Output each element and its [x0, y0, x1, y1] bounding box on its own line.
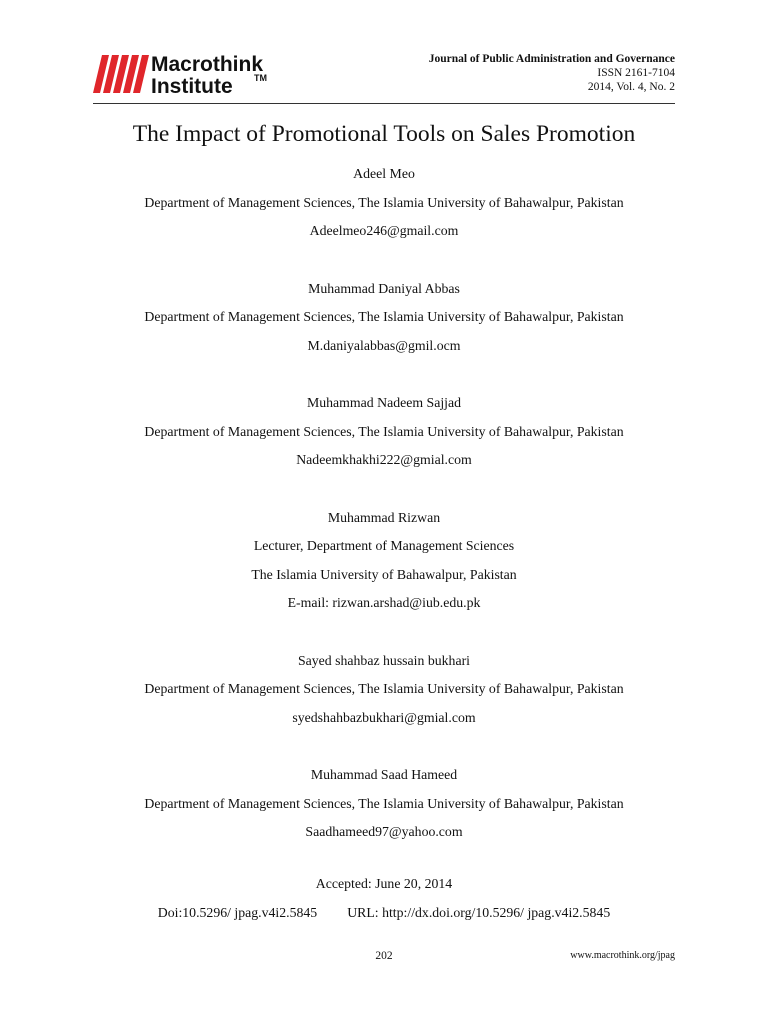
author-name: Adeel Meo: [353, 166, 415, 181]
logo-line2: Institute: [151, 75, 233, 98]
journal-name: Journal of Public Administration and Governance: [428, 53, 675, 65]
author-block: [0, 761, 768, 847]
website-link[interactable]: www.macrothink.org/jpag: [570, 950, 675, 961]
journal-issn: ISSN 2161-7104: [597, 67, 675, 79]
page-number: 202: [375, 950, 393, 962]
author-email[interactable]: Nadeemkhakhi222@gmial.com: [296, 452, 472, 467]
author-email[interactable]: Saadhameed97@yahoo.com: [305, 824, 463, 839]
macrothink-logo: [93, 49, 293, 99]
author-block: [0, 275, 768, 361]
doi: Doi:10.5296/ jpag.v4i2.5845: [157, 904, 318, 920]
doi-url-line: [0, 899, 768, 928]
author-affiliation: Department of Management Sciences, The Islamia University of Bahawalpur, Pakistan: [144, 309, 624, 324]
author-email[interactable]: E-mail: rizwan.arshad@iub.edu.pk: [287, 595, 481, 610]
logo-trademark: TM: [254, 73, 267, 83]
author-affiliation: The Islamia University of Bahawalpur, Pakistan: [251, 566, 517, 582]
author-email[interactable]: M.daniyalabbas@gmil.ocm: [307, 337, 461, 353]
author-affiliation: Department of Management Sciences, The Islamia University of Bahawalpur, Pakistan: [144, 423, 624, 439]
author-affiliation: Lecturer, Department of Management Sciences: [253, 538, 515, 553]
author-block: [0, 647, 768, 733]
journal-info: [429, 52, 675, 94]
macrothink-logo-icon: [93, 49, 293, 99]
author-block: [0, 389, 768, 475]
author-name: Muhammad Rizwan: [327, 509, 441, 525]
author-affiliation: Department of Management Sciences, The Islamia University of Bahawalpur, Pakistan: [144, 194, 624, 210]
author-affiliation: Department of Management Sciences, The Islamia University of Bahawalpur, Pakistan: [144, 681, 624, 696]
author-block: [0, 160, 768, 246]
author-name: Muhammad Daniyal Abbas: [308, 280, 460, 296]
author-email[interactable]: syedshahbazbukhari@gmial.com: [292, 709, 476, 725]
author-block: [0, 504, 768, 618]
logo-line1: Macrothink: [151, 53, 264, 76]
author-list: [0, 160, 768, 876]
url-link[interactable]: URL: http://dx.doi.org/10.5296/ jpag.v4i2.5845: [347, 904, 611, 920]
author-affiliation: Department of Management Sciences, The Islamia University of Bahawalpur, Pakistan: [144, 795, 624, 811]
paper-title: The Impact of Promotional Tools on Sales Promotion: [132, 121, 636, 147]
accepted-date: Accepted: June 20, 2014: [315, 876, 453, 891]
author-email[interactable]: Adeelmeo246@gmail.com: [309, 223, 459, 238]
publication-info: [0, 870, 768, 927]
author-name: Sayed shahbaz hussain bukhari: [297, 652, 471, 668]
header-rule: [93, 103, 675, 104]
journal-volume: 2014, Vol. 4, No. 2: [587, 81, 675, 93]
author-name: Muhammad Saad Hameed: [310, 767, 458, 782]
author-name: Muhammad Nadeem Sajjad: [306, 395, 462, 410]
